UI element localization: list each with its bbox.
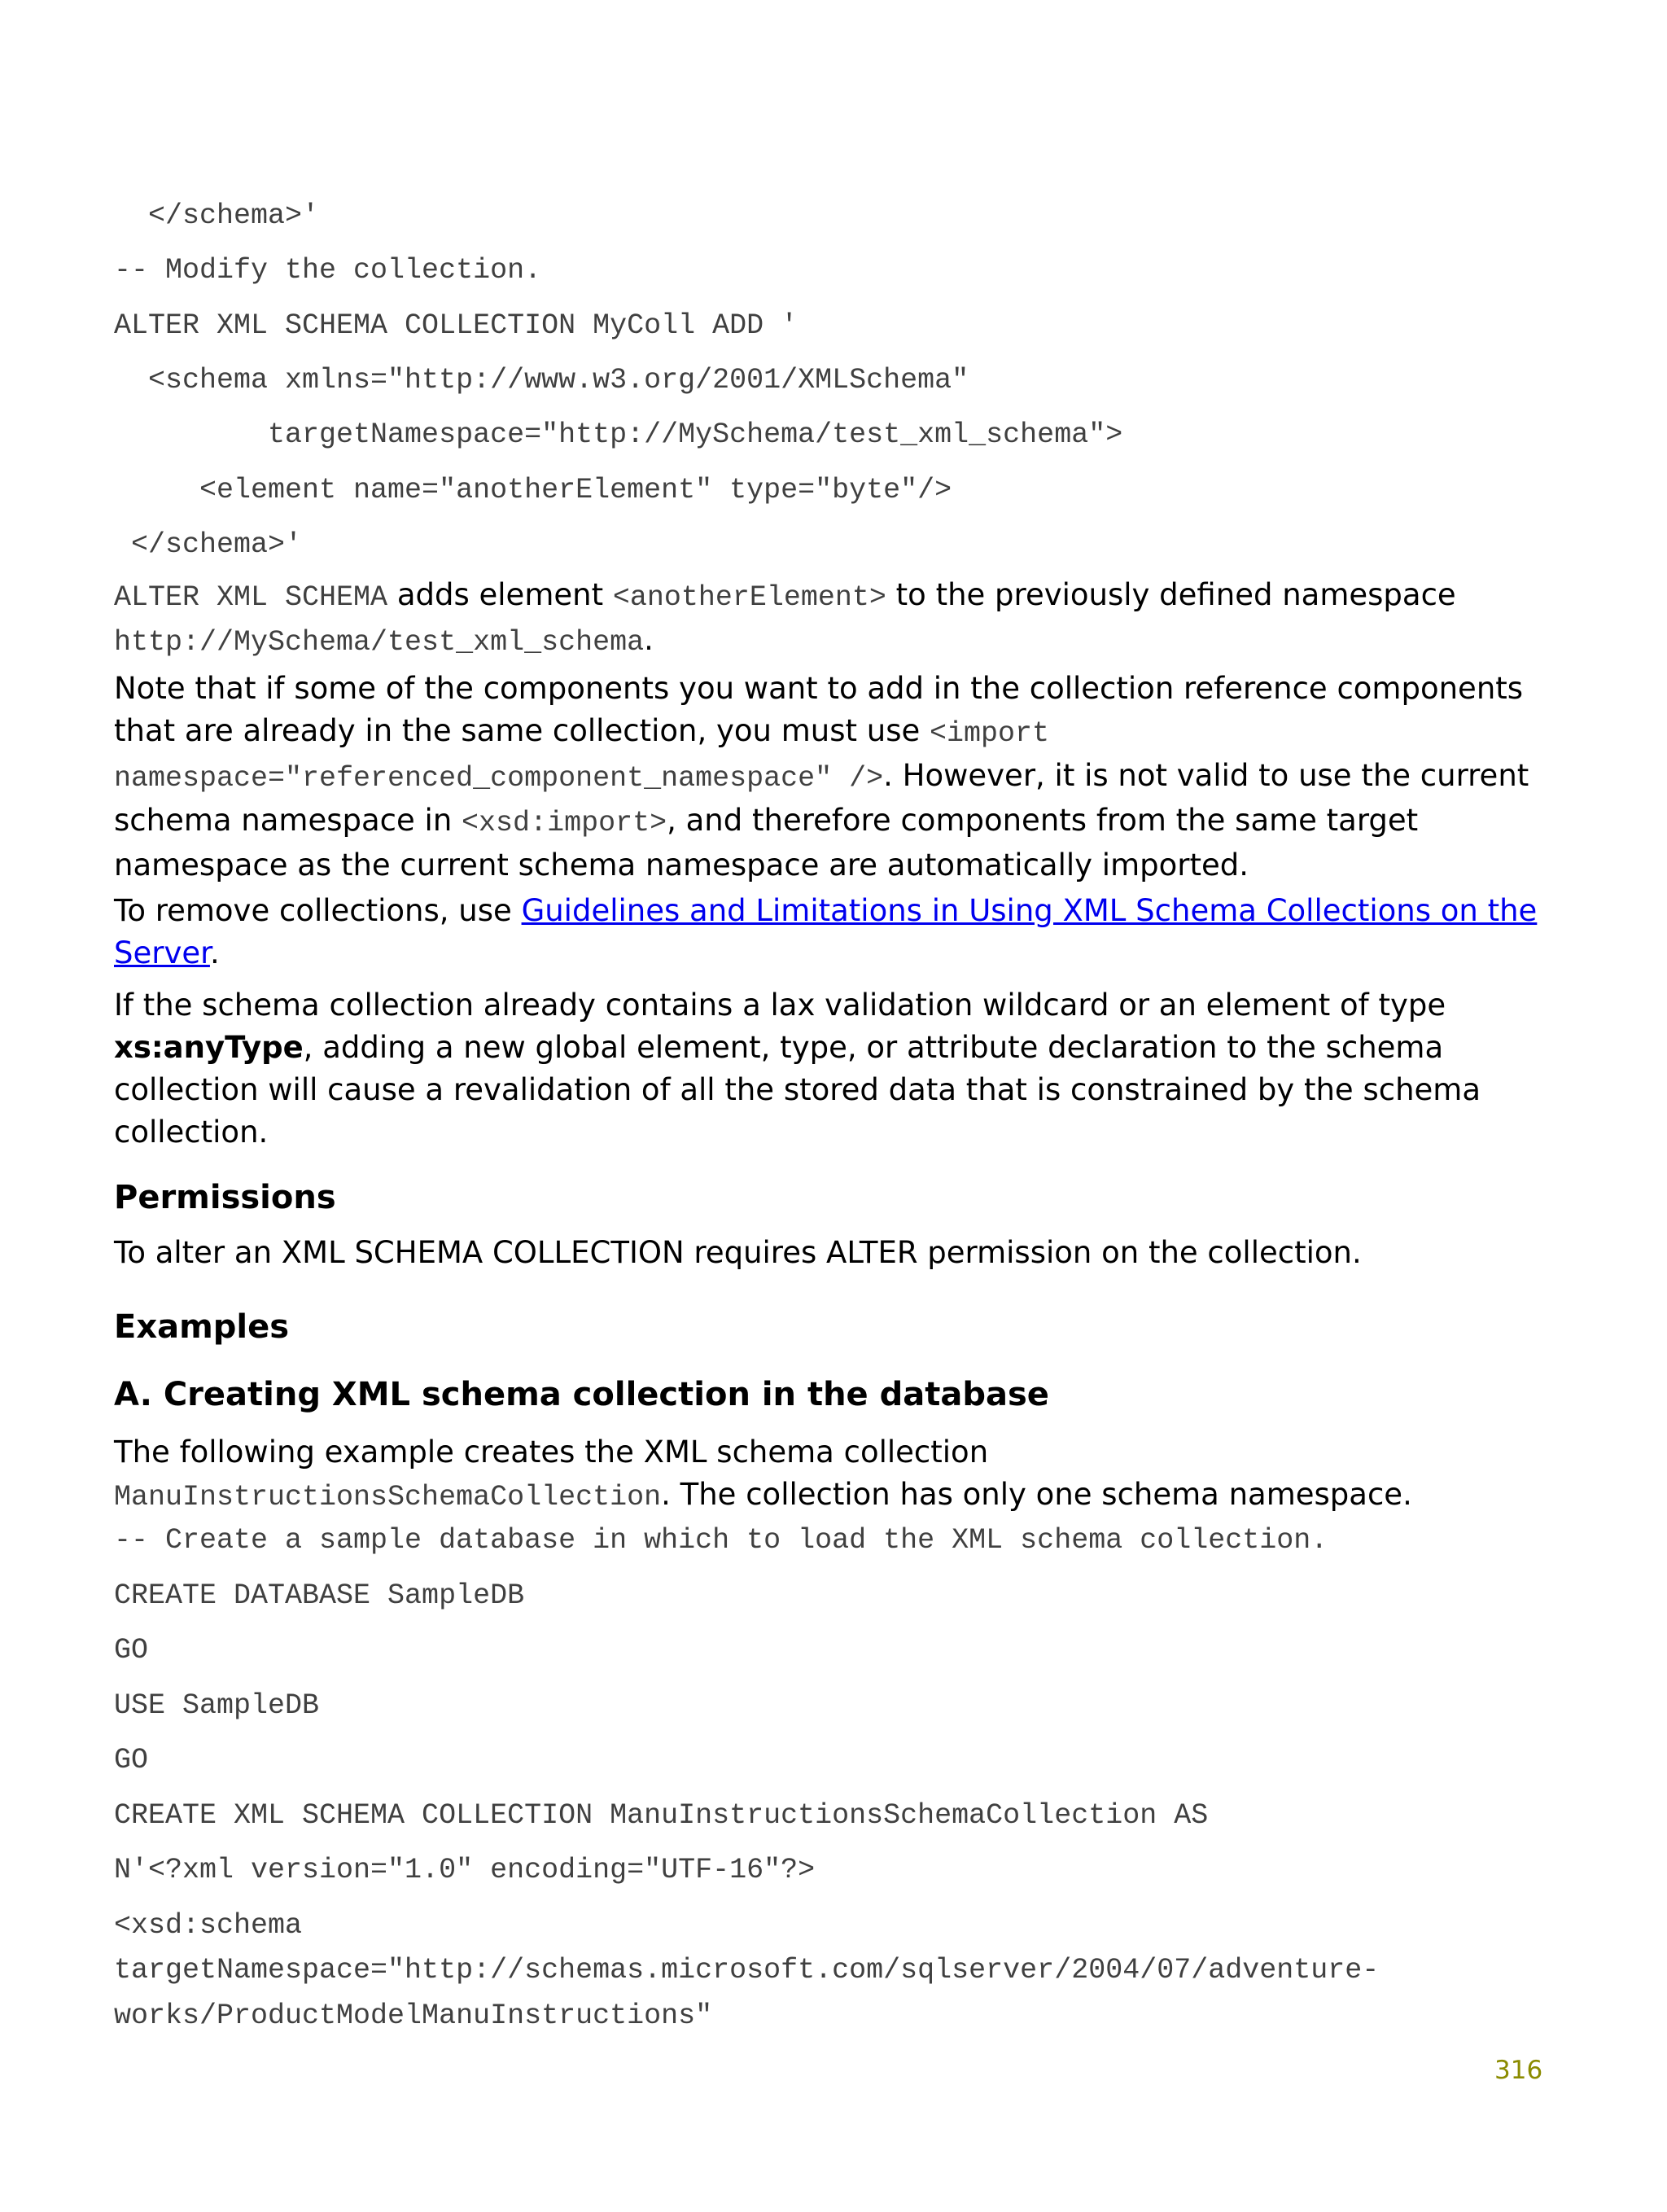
code-line: <element name="anotherElement" type="byte"/> [114, 474, 952, 506]
text: If the schema collection already contains a lax validation wildcard or an element of type [114, 988, 1446, 1023]
text: adds element [387, 577, 613, 612]
text: The following example creates the XML schema collection [114, 1435, 989, 1470]
code-line: -- Create a sample database in which to load the XML schema collection. [114, 1524, 1328, 1557]
paragraph-note [114, 668, 1547, 887]
permissions-heading: Permissions [114, 1179, 336, 1216]
permissions-text: To alter an XML SCHEMA COLLECTION requires ALTER permission on the collection. [114, 1235, 1362, 1270]
text: . [209, 935, 220, 970]
text: . However, it is not valid to use the current schema namespace in [114, 758, 1529, 838]
text: , and therefore components from the same target namespace as the current schema namespace are automatically imported. [114, 803, 1419, 883]
inline-code: http://MySchema/test_xml_schema [114, 626, 645, 659]
inline-code: ALTER XML SCHEMA [114, 581, 388, 614]
code-line: USE SampleDB [114, 1689, 320, 1722]
paragraph-example [114, 1431, 1547, 1518]
inline-code: <anotherElement> [612, 581, 886, 614]
inline-code: <import [930, 717, 1050, 750]
paragraph-remove [114, 890, 1547, 975]
guidelines-link[interactable]: Guidelines and Limitations in Using XML Schema Collections on the Server [114, 893, 1538, 970]
code-line: targetNamespace="http://schemas.microsoft.com/sqlserver/2004/07/adventure- [114, 1954, 1380, 1986]
page-number: 316 [1494, 2056, 1543, 2085]
code-line: CREATE XML SCHEMA COLLECTION ManuInstructionsSchemaCollection AS [114, 1799, 1209, 1832]
inline-code: <xsd:import> [462, 807, 667, 839]
code-line: </schema>' [114, 528, 303, 561]
code-line: N'<?xml version="1.0" encoding="UTF-16"?> [114, 1854, 816, 1886]
code-line: -- Modify the collection. [114, 254, 542, 287]
code-line: works/ProductModelManuInstructions" [114, 2000, 713, 2032]
code-line: targetNamespace="http://MySchema/test_xml_schema"> [114, 418, 1123, 451]
text: Note that if some of the components you want to add in the collection reference components that are already in the same collection, you must use [114, 671, 1524, 748]
text: . The collection has only one schema namespace. [661, 1477, 1412, 1512]
text: . [644, 622, 654, 657]
examples-heading: Examples [114, 1308, 290, 1346]
text: to the previously defined namespace [886, 577, 1456, 612]
code-line: GO [114, 1634, 149, 1667]
inline-code: ManuInstructionsSchemaCollection [114, 1481, 662, 1513]
code-line: CREATE DATABASE SampleDB [114, 1579, 525, 1612]
text: To remove collections, use [114, 893, 522, 928]
paragraph-lax [114, 984, 1547, 1154]
bold-term: xs:anyType [114, 1030, 304, 1065]
code-line: ALTER XML SCHEMA COLLECTION MyColl ADD ' [114, 309, 798, 342]
code-line: GO [114, 1744, 149, 1776]
code-line: <schema xmlns="http://www.w3.org/2001/XMLSchema" [114, 364, 969, 396]
example-a-heading: A. Creating XML schema collection in the database [114, 1376, 1049, 1413]
code-line: </schema>' [114, 199, 320, 232]
text: , adding a new global element, type, or attribute declaration to the schema collection will cause a revalidation of all the stored data that is constrained by the schema collection. [114, 1030, 1481, 1150]
inline-code: namespace="referenced_component_namespace" /> [114, 762, 884, 795]
paragraph-alter [114, 574, 1547, 664]
code-line: <xsd:schema [114, 1909, 303, 1942]
